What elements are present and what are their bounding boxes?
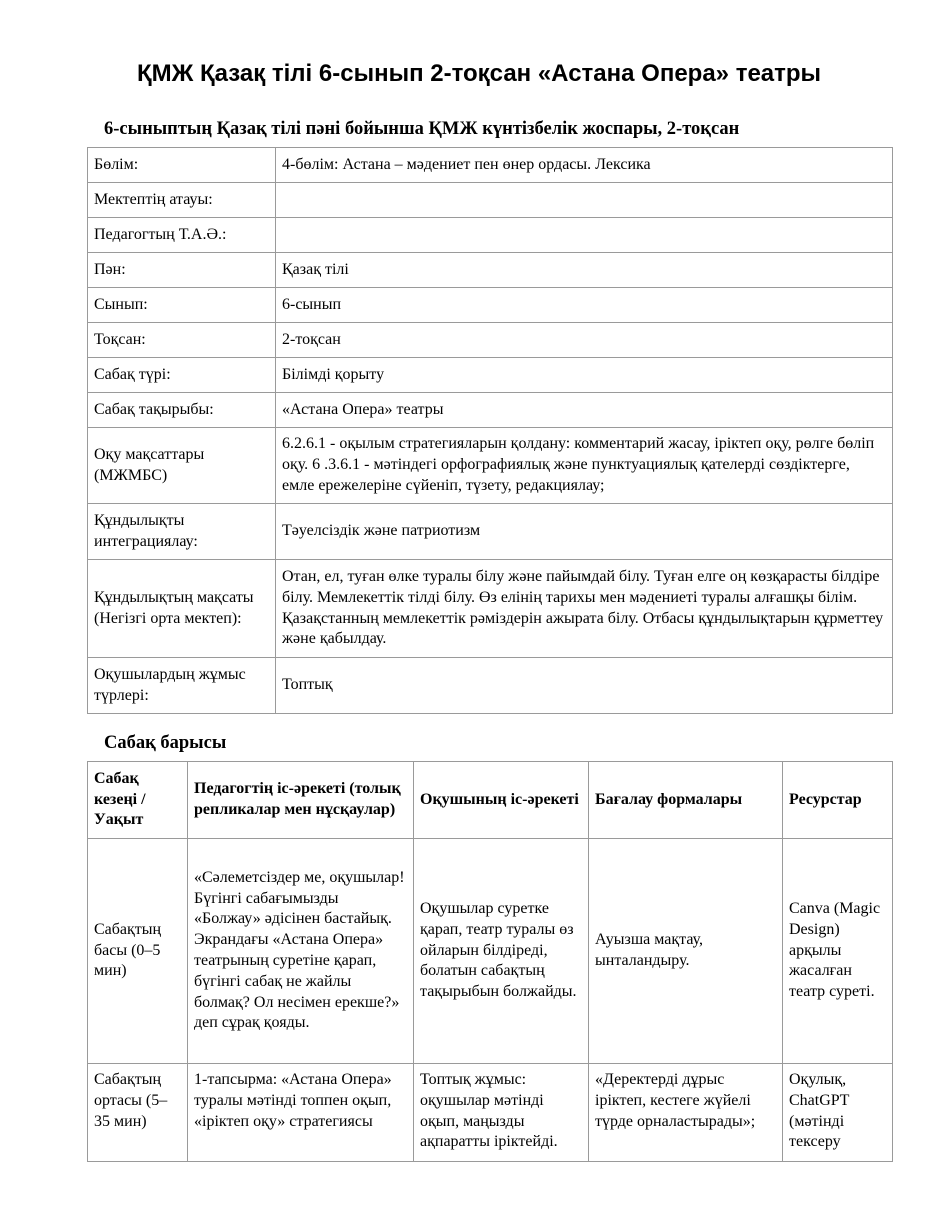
document-title: ҚМЖ Қазақ тілі 6-сынып 2-тоқсан «Астана Опера» театры — [136, 60, 822, 87]
table-row — [88, 323, 893, 358]
table-row — [88, 428, 893, 504]
resources-cell: Canva (Magic Design) арқылы жасалған театр суреті. — [783, 839, 893, 1064]
info-table — [87, 147, 893, 714]
table-row — [88, 560, 893, 658]
stage-cell: Сабақтың басы (0–5 мин) — [88, 839, 188, 1064]
resources-cell: Оқулық, ChatGPT (мәтінді тексеру — [783, 1064, 893, 1162]
column-header-resources: Ресурстар — [783, 762, 893, 839]
info-label: Сынып: — [88, 288, 276, 323]
teacher-cell: «Сәлеметсіздер ме, оқушылар! Бүгінгі сабағымызды «Болжау» әдісінен бастайық. Экрандағы «Астана Опера» театрының суретіне қарап, бүгінгі сабақ не жайлы болмақ? Ол несімен ерекше?» деп сұрақ қояды. — [188, 839, 414, 1064]
table-row — [88, 288, 893, 323]
table-row — [88, 358, 893, 393]
column-header-stage: Сабақ кезеңі / Уақыт — [88, 762, 188, 839]
plan-subtitle: 6-сыныптың Қазақ тілі пәні бойынша ҚМЖ күнтізбелік жоспары, 2-тоқсан — [104, 119, 740, 139]
info-label: Пән: — [88, 253, 276, 288]
lesson-section-title: Сабақ барысы — [104, 733, 227, 753]
info-label: Оқушылардың жұмыс түрлері: — [88, 658, 276, 714]
info-value: Қазақ тілі — [276, 253, 893, 288]
info-value: «Астана Опера» театры — [276, 393, 893, 428]
assessment-cell: «Деректерді дұрыс іріктеп, кестеге жүйелі түрде орналастырады»; — [589, 1064, 783, 1162]
column-header-assessment: Бағалау формалары — [589, 762, 783, 839]
info-value: Топтық — [276, 658, 893, 714]
table-header-row — [88, 762, 893, 839]
info-value — [276, 218, 893, 253]
column-header-student: Оқушының іс-әрекеті — [414, 762, 589, 839]
table-row — [88, 148, 893, 183]
info-label: Педагогтың Т.А.Ә.: — [88, 218, 276, 253]
info-value: Отан, ел, туған өлке туралы білу және пайымдай білу. Туған елге оң көзқарасты білдіре білу. Мемлекеттік тілді білу. Өз елінің тарихы мен мәдениеті туралы алғашқы білім. Қазақстанның мемлекеттік рәміздерін ажырата білу. Отбасы құндылықтарын құрметтеу және қабылдау. — [276, 560, 893, 658]
table-row — [88, 253, 893, 288]
info-value: 6-сынып — [276, 288, 893, 323]
info-value: Тәуелсіздік және патриотизм — [276, 504, 893, 560]
info-value: 2-тоқсан — [276, 323, 893, 358]
info-label: Сабақ тақырыбы: — [88, 393, 276, 428]
table-row — [88, 504, 893, 560]
column-header-teacher: Педагогтің іс-әрекеті (толық репликалар мен нұсқаулар) — [188, 762, 414, 839]
table-row — [88, 839, 893, 1064]
student-cell: Оқушылар суретке қарап, театр туралы өз ойларын білдіреді, болатын сабақтың тақырыбын болжайды. — [414, 839, 589, 1064]
table-row — [88, 393, 893, 428]
stage-cell: Сабақтың ортасы (5–35 мин) — [88, 1064, 188, 1162]
lesson-table — [87, 761, 893, 1162]
info-label: Құндылықты интеграциялау: — [88, 504, 276, 560]
table-row — [88, 658, 893, 714]
table-row — [88, 1064, 893, 1162]
info-label: Құндылықтың мақсаты (Негізгі орта мектеп): — [88, 560, 276, 658]
info-label: Мектептің атауы: — [88, 183, 276, 218]
info-value: Білімді қорыту — [276, 358, 893, 393]
info-value: 6.2.6.1 - оқылым стратегияларын қолдану: комментарий жасау, іріктеп оқу, рөлге бөліп оқу. 6 .3.6.1 - мәтіндегі орфографиялық және пунктуациялық қателерді сөздіктерге, емле ережелеріне сүйеніп, түзету, редакциялау; — [276, 428, 893, 504]
table-row — [88, 218, 893, 253]
table-row — [88, 183, 893, 218]
teacher-cell: 1-тапсырма: «Астана Опера» туралы мәтінді топпен оқып, «іріктеп оқу» стратегиясы — [188, 1064, 414, 1162]
info-value: 4-бөлім: Астана – мәдениет пен өнер ордасы. Лексика — [276, 148, 893, 183]
info-label: Сабақ түрі: — [88, 358, 276, 393]
info-label: Оқу мақсаттары (МЖМБС) — [88, 428, 276, 504]
info-label: Тоқсан: — [88, 323, 276, 358]
assessment-cell: Ауызша мақтау, ынталандыру. — [589, 839, 783, 1064]
info-value — [276, 183, 893, 218]
student-cell: Топтық жұмыс: оқушылар мәтінді оқып, маңызды ақпаратты іріктейді. — [414, 1064, 589, 1162]
info-label: Бөлім: — [88, 148, 276, 183]
